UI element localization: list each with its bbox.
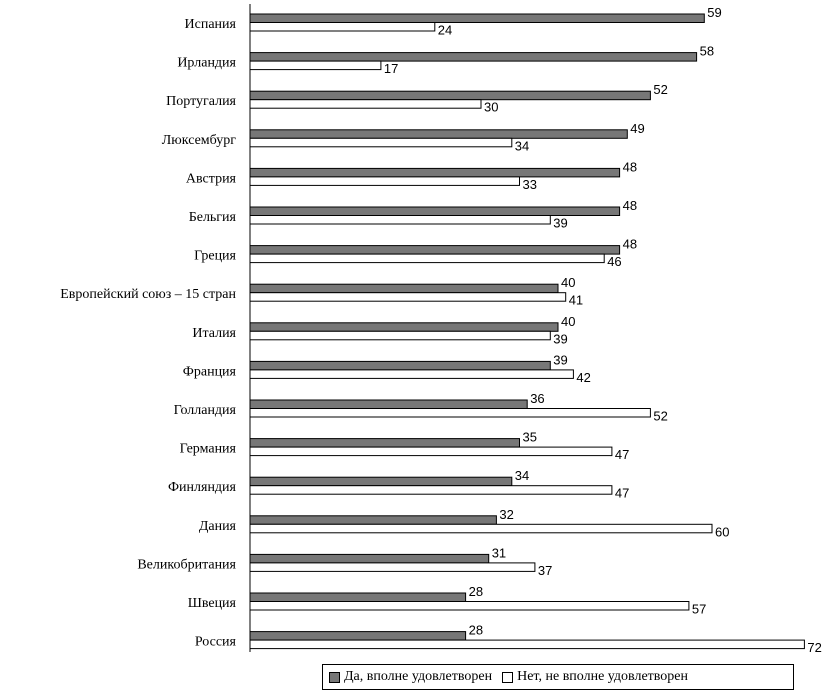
category-label: Люксембург [161, 132, 236, 148]
value-label: 59 [707, 5, 722, 20]
value-label: 36 [530, 391, 545, 406]
bar-no [250, 293, 566, 302]
category-label: Швеция [187, 596, 236, 611]
value-label: 60 [715, 524, 730, 540]
value-label: 57 [691, 601, 707, 617]
bar-no [250, 370, 573, 379]
category-label: Италия [192, 325, 236, 341]
value-label: 37 [537, 562, 553, 578]
legend-label-no: Нет, не вполне удовлетворен [517, 669, 689, 684]
value-label: 39 [553, 352, 568, 368]
bar-yes [250, 323, 558, 332]
legend-item-yes [329, 669, 492, 685]
bar-yes [250, 439, 520, 448]
value-label: 34 [514, 468, 530, 484]
bar-yes [250, 400, 527, 409]
bar-no [250, 23, 435, 32]
bar-no [250, 447, 612, 456]
bar-no [250, 331, 550, 340]
value-label: 34 [514, 138, 530, 154]
legend [322, 664, 794, 690]
bar-no [250, 138, 512, 147]
bar-yes [250, 53, 697, 62]
category-label: Португалия [166, 94, 236, 110]
value-label: 52 [653, 82, 668, 98]
bar-yes [250, 593, 466, 602]
bar-yes [250, 554, 489, 563]
value-label: 58 [699, 43, 715, 59]
bar-no [250, 640, 804, 649]
bar-no [250, 216, 550, 225]
category-label: Голландия [173, 403, 236, 418]
value-label: 42 [576, 369, 591, 385]
legend-swatch-yes [329, 672, 340, 683]
bar-yes [250, 632, 466, 641]
value-label: 52 [653, 408, 668, 424]
category-label: Дания [198, 518, 236, 534]
value-label: 48 [622, 159, 638, 175]
value-label: 35 [522, 429, 537, 445]
category-label: Ирландия [177, 55, 236, 71]
category-label: Европейский союз – 15 стран [60, 287, 236, 303]
value-label: 47 [614, 485, 630, 501]
bar-no [250, 177, 520, 186]
bar-no [250, 563, 535, 572]
value-label: 32 [499, 506, 514, 522]
bar-yes [250, 91, 650, 100]
value-label: 41 [568, 292, 584, 308]
bar-no [250, 409, 650, 418]
value-label: 40 [561, 275, 576, 291]
bar-no [250, 602, 689, 611]
value-label: 40 [561, 313, 576, 329]
value-label: 28 [468, 584, 484, 599]
bars [60, 5, 822, 655]
bar-no [250, 254, 604, 263]
bar-yes [250, 516, 496, 525]
category-label: Великобритания [137, 557, 236, 573]
value-label: 49 [630, 120, 645, 136]
bar-no [250, 524, 712, 533]
category-label: Россия [194, 634, 236, 650]
value-label: 33 [522, 176, 537, 192]
value-label: 28 [468, 622, 484, 638]
category-label: Финляндия [167, 480, 236, 496]
value-label: 48 [622, 236, 638, 252]
value-label: 46 [607, 254, 622, 270]
category-label: Греция [194, 248, 236, 264]
bar-no [250, 486, 612, 495]
value-label: 24 [437, 22, 453, 38]
value-label: 30 [484, 99, 499, 115]
bar-yes [250, 284, 558, 293]
value-label: 31 [491, 545, 507, 561]
bar-yes [250, 246, 620, 255]
value-label: 17 [383, 61, 399, 77]
category-label: Австрия [185, 171, 236, 187]
bar-no [250, 61, 381, 70]
legend-swatch-no [502, 672, 513, 683]
legend-label-yes: Да, вполне удовлетворен [344, 669, 493, 684]
value-label: 47 [614, 447, 630, 463]
bar-yes [250, 168, 620, 177]
value-label: 72 [807, 640, 822, 656]
bar-yes [250, 14, 704, 23]
bar-yes [250, 477, 512, 486]
value-label: 39 [553, 215, 568, 231]
legend-item-no [502, 669, 688, 685]
category-label: Бельгия [188, 210, 236, 225]
bar-yes [250, 207, 620, 216]
category-label: Франция [182, 364, 236, 380]
bar-no [250, 100, 481, 109]
bar-yes [250, 130, 627, 139]
value-label: 48 [622, 198, 638, 213]
category-label: Испания [184, 17, 236, 32]
category-label: Германия [179, 441, 236, 457]
bar-yes [250, 361, 550, 370]
value-label: 39 [553, 331, 568, 347]
